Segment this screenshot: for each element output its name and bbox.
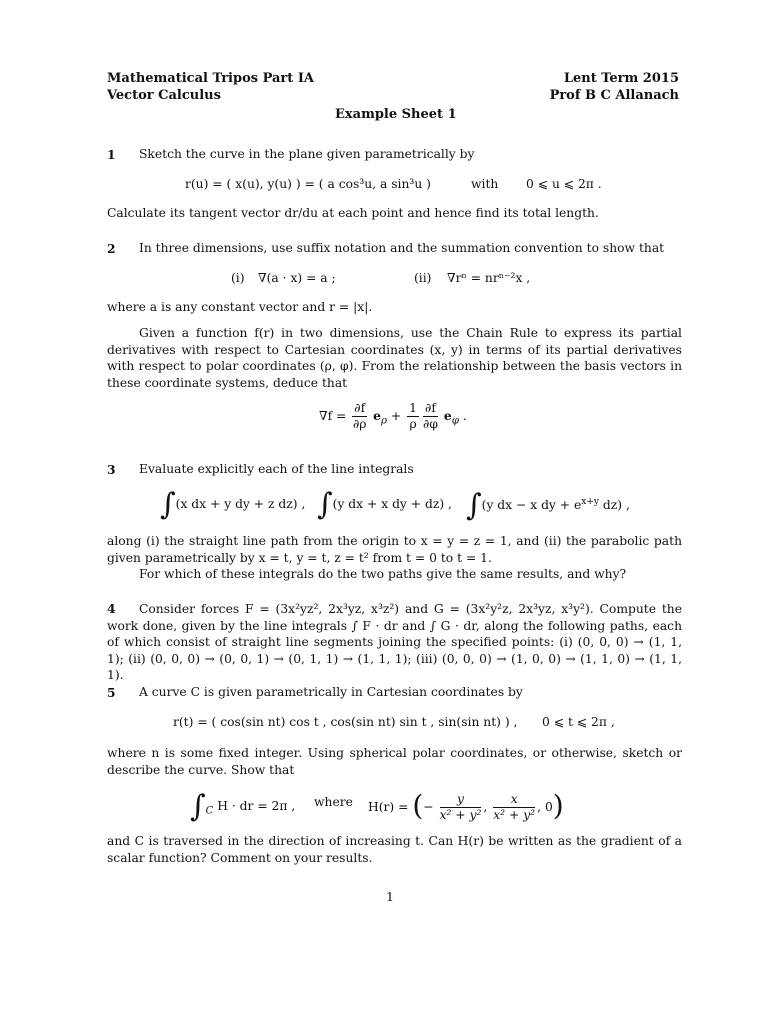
question-1-number: 1 bbox=[107, 147, 116, 162]
header-lecturer: Prof B C Allanach bbox=[549, 88, 679, 103]
line-integral-2 bbox=[317, 487, 452, 522]
question-1-range: 0 ⩽ u ⩽ 2π . bbox=[526, 177, 602, 191]
basis-subscript-phi: φ bbox=[451, 414, 459, 427]
integrand-3a: (y dx − x dy + e bbox=[481, 498, 582, 513]
line-integral-1 bbox=[160, 487, 306, 522]
question-5-line-integral bbox=[190, 786, 295, 826]
question-2-paragraph: Given a function f(r) in two dimensions, use the Chain Rule to express its partial derivatives with respect to Cartesian coordinates (x, y) in terms of its partial derivatives with respect to polar coordinates (ρ, φ). From the relationship between the basis vectors in these coordinate systems, deduce that bbox=[107, 326, 682, 390]
integral-sign: ∫ bbox=[466, 488, 482, 524]
basis-subscript-rho: ρ bbox=[380, 414, 387, 427]
basis-vector-rho: e bbox=[373, 408, 381, 423]
fraction-df-dphi bbox=[423, 401, 438, 432]
header-course: Mathematical Tripos Part IA bbox=[107, 71, 314, 86]
formula-end: . bbox=[462, 409, 467, 423]
question-1-with: with bbox=[471, 177, 499, 191]
zero-component: 0 bbox=[544, 800, 553, 814]
fraction-x bbox=[493, 792, 535, 823]
close-paren: ) bbox=[552, 789, 564, 822]
question-5-curve-equation: r(t) = ( cos(sin nt) cos t , cos(sin nt) sin t , sin(sin nt) ) , bbox=[173, 715, 518, 729]
fraction-denominator: x² + y² bbox=[439, 808, 482, 822]
question-1-equation: r(u) = ( x(u), y(u) ) = ( a cos³u, a sin³u ) bbox=[185, 177, 431, 191]
line-integral-3 bbox=[466, 488, 630, 524]
comma: , bbox=[483, 800, 488, 814]
fraction-denominator: ρ bbox=[409, 417, 417, 431]
question-5-field-definition bbox=[368, 786, 564, 826]
fraction-numerator: ∂f bbox=[354, 401, 366, 415]
fraction-one-over-rho bbox=[407, 401, 419, 432]
header-term: Lent Term 2015 bbox=[563, 71, 679, 86]
plus-sign: + bbox=[390, 409, 402, 423]
question-1-intro: Sketch the curve in the plane given parametrically by bbox=[139, 147, 475, 161]
integrand-1: (x dx + y dy + z dz) , bbox=[175, 497, 306, 511]
question-3-question: For which of these integrals do the two paths give the same results, and why? bbox=[139, 567, 627, 581]
question-2-equation-i: ∇(a · x) = a ; bbox=[258, 271, 336, 285]
field-lhs: H(r) = bbox=[368, 800, 409, 814]
question-2-equation-ii: ∇rⁿ = nrⁿ⁻²x , bbox=[447, 271, 531, 285]
question-2-number: 2 bbox=[107, 241, 116, 256]
question-3-intro: Evaluate explicitly each of the line integrals bbox=[139, 462, 414, 476]
question-3-paths: along (i) the straight line path from the origin to x = y = z = 1, and (ii) the parabolic path given parametrically by x = t, y = t, z = t² from t = 0 to t = 1. bbox=[107, 534, 682, 565]
page-number: 1 bbox=[386, 889, 394, 904]
question-2-label-ii: (ii) bbox=[414, 271, 432, 285]
question-5-paragraph: where n is some fixed integer. Using spherical polar coordinates, or otherwise, sketch or describe the curve. Show that bbox=[107, 746, 682, 777]
fraction-df-drho bbox=[352, 401, 367, 432]
integral-sign: ∫ bbox=[160, 487, 176, 522]
gradient-lhs: ∇f = bbox=[319, 409, 347, 423]
fraction-denominator: ∂ρ bbox=[352, 417, 367, 431]
question-2-gradient-formula bbox=[319, 396, 467, 436]
integral-sign: ∫ bbox=[317, 487, 333, 522]
question-5-range: 0 ⩽ t ⩽ 2π , bbox=[542, 715, 615, 729]
integral-sign: ∫ bbox=[190, 789, 206, 824]
fraction-denominator: ∂φ bbox=[422, 417, 438, 431]
question-1-task: Calculate its tangent vector dr/du at each point and hence find its total length. bbox=[107, 206, 599, 220]
minus-sign: − bbox=[423, 800, 434, 814]
header-subject: Vector Calculus bbox=[107, 88, 221, 103]
integrand-2: (y dx + x dy + dz) , bbox=[332, 497, 452, 511]
integrand-3-exponent: x+y bbox=[581, 497, 599, 507]
question-5-where: where bbox=[314, 795, 353, 809]
question-2-where: where a is any constant vector and r = |x|. bbox=[107, 300, 373, 314]
question-3-number: 3 bbox=[107, 462, 116, 477]
question-4-text: Consider forces F = (3x²yz², 2x³yz, x³z²) and G = (3x²y²z, 2x³yz, x³y²). Compute the work done, given by the line integrals ∫ F · dr and ∫ G · dr, along the following paths, each of which consist of straight line segments joining the specified points: (i) (0, 0, 0) → (1, 1, 1); (ii) (0, 0, 0) → (0, 0, 1) → (0, 1, 1) → (1, 1, 1); (iii) (0, 0, 0) → (1, 0, 0) → (1, 1, 0) → (1, 1, 1). bbox=[107, 602, 682, 682]
question-5-intro: A curve C is given parametrically in Cartesian coordinates by bbox=[139, 685, 523, 699]
fraction-y bbox=[440, 792, 482, 823]
question-5-number: 5 bbox=[107, 685, 116, 700]
sheet-title: Example Sheet 1 bbox=[335, 107, 457, 122]
fraction-denominator: x² + y² bbox=[493, 808, 536, 822]
question-4-number: 4 bbox=[107, 601, 116, 616]
question-2-label-i: (i) bbox=[231, 271, 245, 285]
fraction-numerator: ∂f bbox=[423, 401, 438, 417]
basis-vector-phi: e bbox=[443, 408, 452, 423]
question-2-intro: In three dimensions, use suffix notation and the summation convention to show that bbox=[139, 241, 665, 255]
fraction-numerator: 1 bbox=[409, 401, 417, 415]
integral-contour: C bbox=[205, 805, 214, 817]
question-5-final: and C is traversed in the direction of increasing t. Can H(r) be written as the gradient of a scalar function? Comment on your results. bbox=[107, 834, 682, 865]
comma: , bbox=[537, 800, 542, 814]
fraction-numerator: y bbox=[440, 792, 482, 808]
open-paren: ( bbox=[412, 789, 424, 822]
line-integral-body: H · dr = 2π , bbox=[217, 799, 296, 813]
fraction-numerator: x bbox=[493, 792, 535, 808]
integrand-3b: dz) , bbox=[599, 498, 630, 513]
